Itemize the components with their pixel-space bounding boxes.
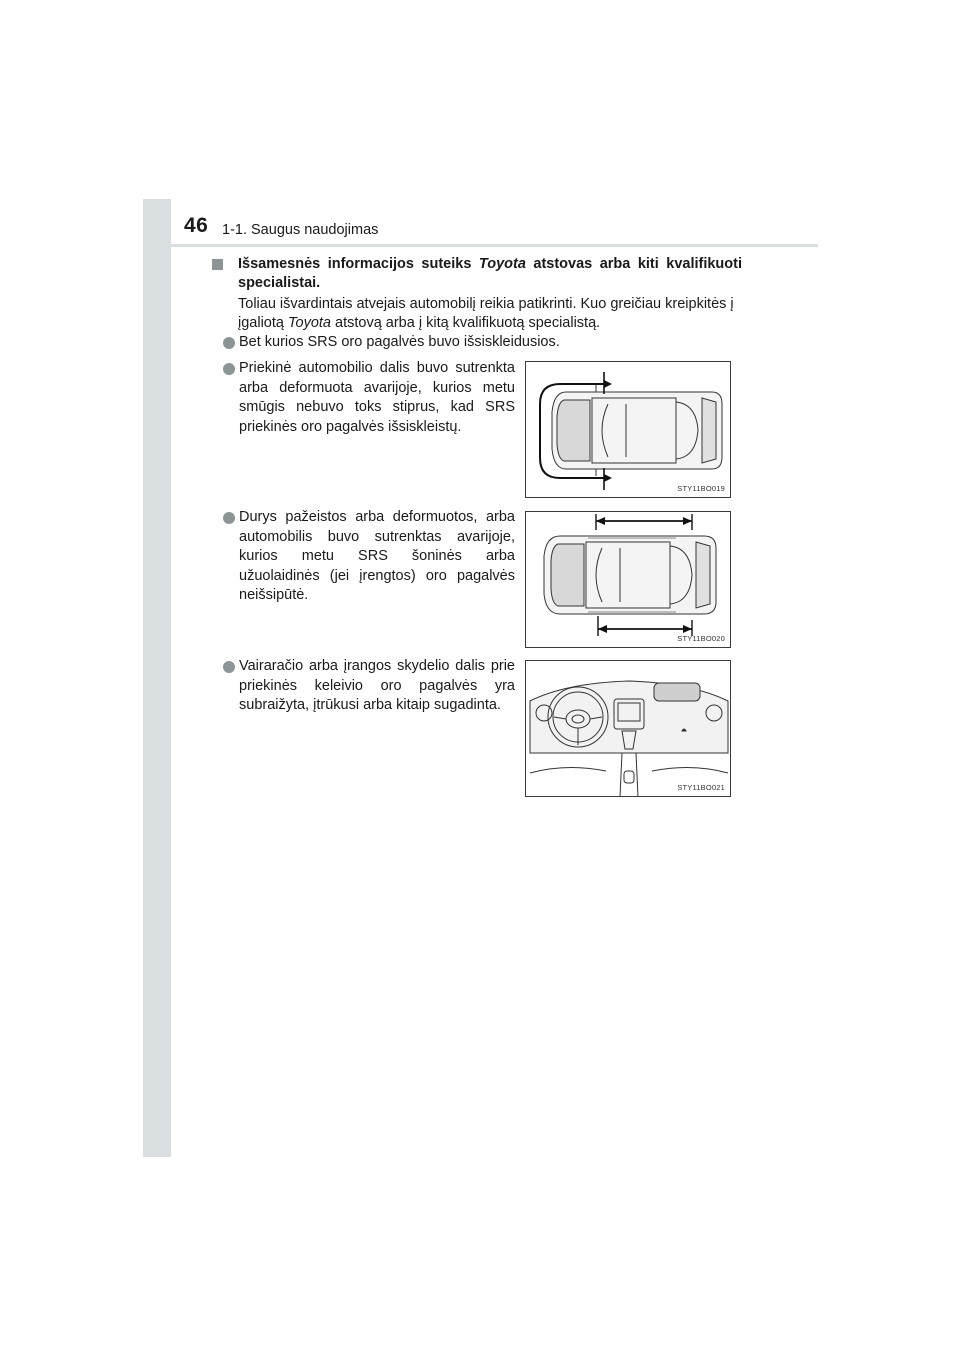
heading-text: Išsamesnės informacijos suteiks Toyota atstovas arba kiti kvalifikuoti specialistai. [238, 256, 743, 291]
figure-side-impact [525, 511, 731, 648]
brand-name: Toyota [287, 315, 331, 331]
figure-dashboard [525, 660, 731, 797]
square-bullet-icon [212, 259, 223, 270]
subsection-heading [212, 255, 742, 293]
bullet-icon [223, 363, 235, 375]
figure-code: STY11BO020 [677, 634, 725, 643]
page-number: 46 [184, 214, 209, 237]
brand-name: Toyota [478, 256, 526, 272]
bullet-item: Durys pažeistos arba deformuotos, arba automobilis buvo sutrenktas avarijoje, kurios metu SRS šoninės arba užuolaidinės (jei įrengtos) oro pagalvės neišsipūtė. [223, 508, 515, 606]
side-band [143, 199, 171, 1157]
car-front-impact-icon [526, 362, 731, 498]
bullet-item: Vairaračio arba įrangos skydelio dalis prie priekinės keleivio oro pagalvės yra subraižyta, įtrūkusi arba kitaip sugadinta. [223, 657, 515, 716]
bullet-icon [223, 337, 235, 349]
figure-front-impact [525, 361, 731, 498]
car-side-impact-icon [526, 512, 731, 648]
intro-paragraph: Toliau išvardintais atvejais automobilį reikia patikrinti. Kuo greičiau kreipkitės į įgaliotą Toyota atstovą arba į kitą kvalifikuotą specialistą. [238, 296, 734, 331]
bullet-icon [223, 512, 235, 524]
section-title: 1-1. Saugus naudojimas [222, 222, 379, 238]
figure-code: STY11BO021 [677, 783, 725, 792]
header-rule [171, 244, 818, 247]
bullet-icon [223, 661, 235, 673]
dashboard-icon [526, 661, 731, 797]
bullet-item: Priekinė automobilio dalis buvo sutrenkta arba deformuota avarijoje, kurios metu smūgis nebuvo toks stiprus, kad SRS priekinės oro pagalvės išsiskleistų. [223, 359, 515, 437]
figure-code: STY11BO019 [677, 484, 725, 493]
bullet-item: Bet kurios SRS oro pagalvės buvo išsiskleidusios. [223, 333, 743, 353]
